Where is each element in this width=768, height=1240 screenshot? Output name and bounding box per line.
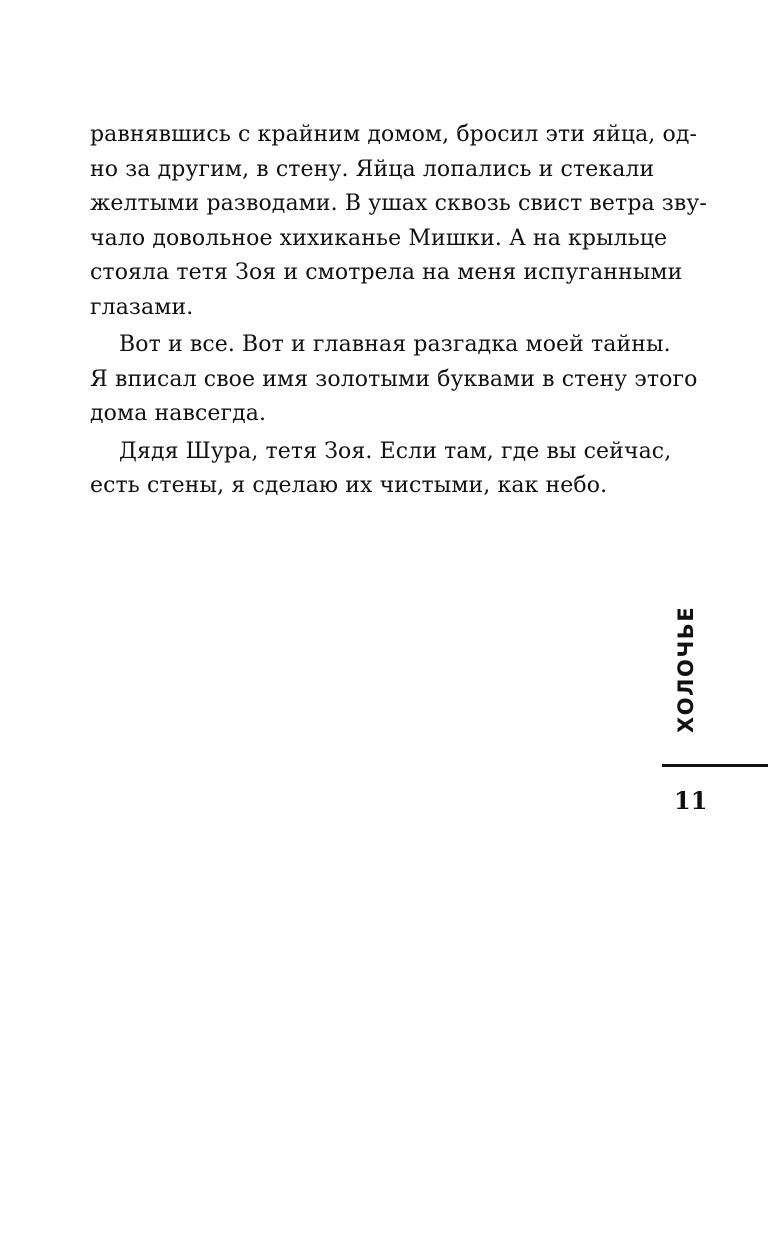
text-line: Вот и все. Вот и главная разгадка моей тайны.	[119, 332, 671, 357]
divider-rule	[662, 764, 768, 767]
running-head: ХОЛОЧЬЕ	[674, 605, 698, 733]
text-line: но за другим, в стену. Яйца лопались и стекали	[90, 156, 655, 182]
text-line: равнявшись с крайним домом, бросил эти яйца, од-	[90, 122, 698, 147]
text-line: Дядя Шура, тетя Зоя. Если там, где вы сейчас,	[119, 438, 672, 464]
paragraph-1	[90, 118, 707, 325]
page-number: 11	[674, 786, 708, 815]
text-line: дома навсегда.	[90, 401, 267, 426]
text-line: есть стены, я сделаю их чистыми, как небо.	[90, 473, 608, 498]
text-line: глазами.	[90, 294, 194, 320]
text-line: Я вписал свое имя золотыми буквами в стену этого	[90, 366, 698, 392]
paragraph-2	[90, 328, 698, 432]
running-head-container	[664, 603, 714, 735]
text-line: чало довольное хихиканье Мишки. А на крыльце	[90, 225, 668, 251]
text-line: стояла тетя Зоя и смотрела на меня испуганными	[90, 260, 683, 285]
body-text	[90, 118, 707, 507]
text-line: желтыми разводами. В ушах сквозь свист ветра зву-	[90, 191, 707, 216]
paragraph-3	[90, 435, 672, 504]
